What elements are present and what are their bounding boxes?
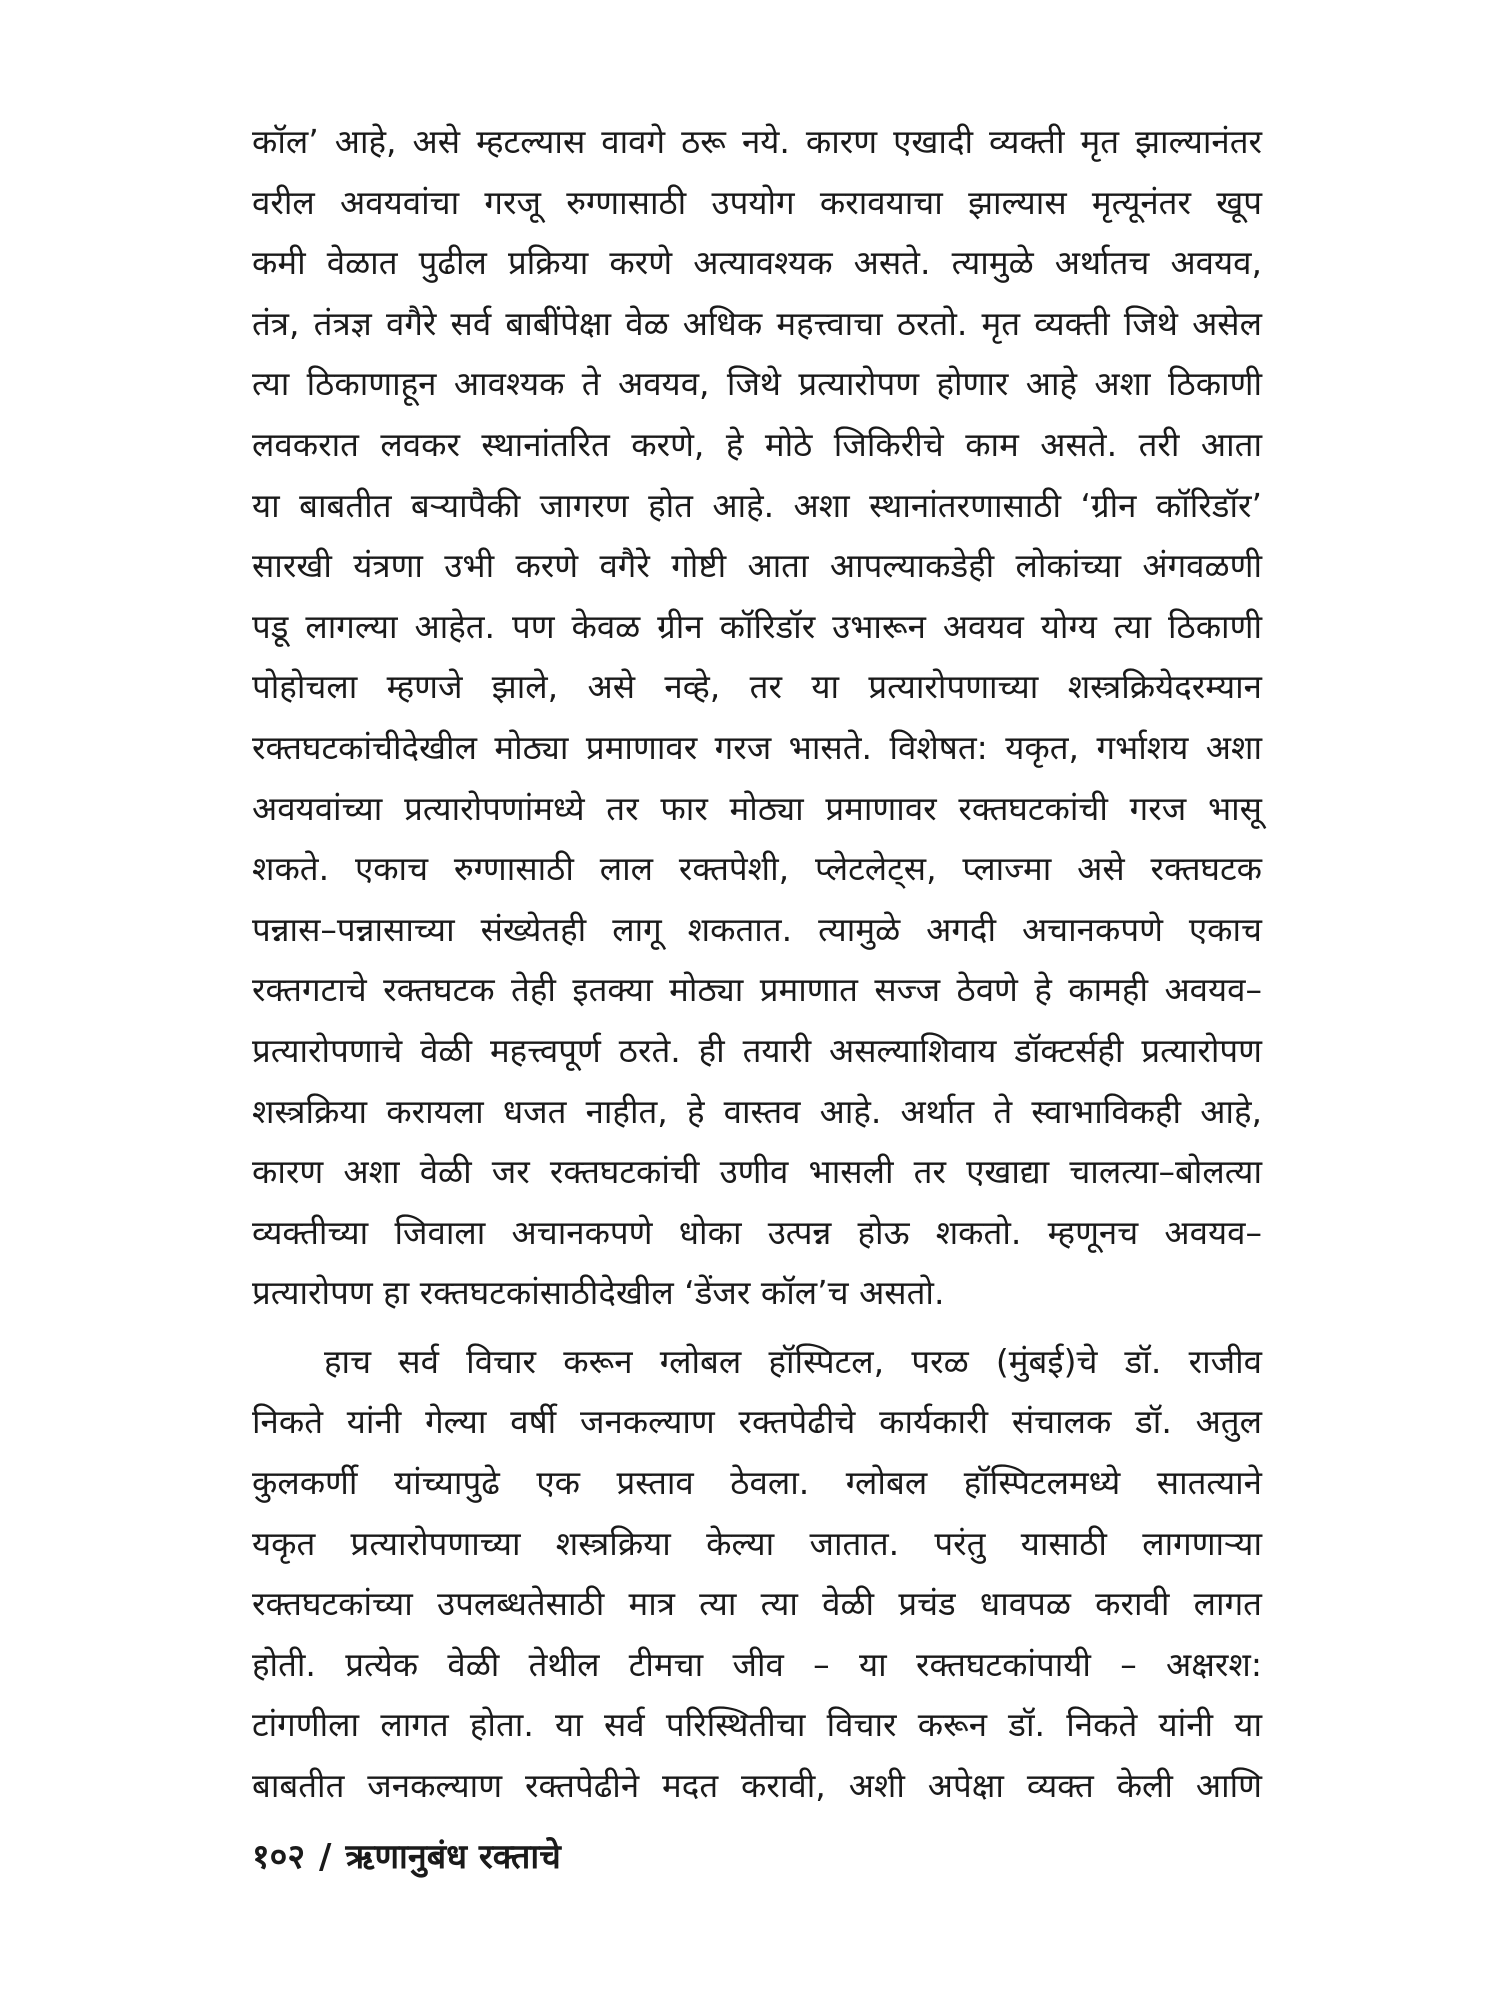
text-line: रक्तघटकांचीदेखील मोठ्या प्रमाणावर गरज भासते. विशेषत: यकृत, गर्भाशय अशा <box>252 727 1262 767</box>
text-line: होती. प्रत्येक वेळी तेथील टीमचा जीव – या रक्तघटकांपायी – अक्षरश: <box>252 1644 1262 1684</box>
footer-separator: / <box>319 1837 332 1877</box>
text-line: रक्तघटकांच्या उपलब्धतेसाठी मात्र त्या त्या वेळी प्रचंड धावपळ करावी लागत <box>252 1584 1262 1624</box>
text-line: सारखी यंत्रणा उभी करणे वगैरे गोष्टी आता आपल्याकडेही लोकांच्या अंगवळणी <box>252 546 1262 586</box>
text-line: तंत्र, तंत्रज्ञ वगैरे सर्व बाबींपेक्षा वेळ अधिक महत्त्वाचा ठरतो. मृत व्यक्ती जिथे असेल <box>252 303 1262 343</box>
text-line: त्या ठिकाणाहून आवश्यक ते अवयव, जिथे प्रत्यारोपण होणार आहे अशा ठिकाणी <box>252 364 1262 404</box>
page-footer <box>252 1832 575 1878</box>
text-line: टांगणीला लागत होता. या सर्व परिस्थितीचा विचार करून डॉ. निकते यांनी या <box>252 1705 1262 1745</box>
text-line: हाच सर्व विचार करून ग्लोबल हॉस्पिटल, परळ (मुंबई)चे डॉ. राजीव <box>324 1341 1262 1381</box>
text-line: यकृत प्रत्यारोपणाच्या शस्त्रक्रिया केल्या जातात. परंतु यासाठी लागणाऱ्या <box>252 1523 1262 1563</box>
text-line: वरील अवयवांचा गरजू रुग्णासाठी उपयोग करावयाचा झाल्यास मृत्यूनंतर खूप <box>252 182 1262 222</box>
body-text <box>252 112 1262 1817</box>
paragraph-1 <box>252 112 1262 1324</box>
text-line: पडू लागल्या आहेत. पण केवळ ग्रीन कॉरिडॉर उभारून अवयव योग्य त्या ठिकाणी <box>252 606 1262 646</box>
text-line: लवकरात लवकर स्थानांतरित करणे, हे मोठे जिकिरीचे काम असते. तरी आता <box>252 424 1262 464</box>
text-line: अवयवांच्या प्रत्यारोपणांमध्ये तर फार मोठ्या प्रमाणावर रक्तघटकांची गरज भासू <box>252 788 1262 828</box>
text-line: कुलकर्णी यांच्यापुढे एक प्रस्ताव ठेवला. ग्लोबल हॉस्पिटलमध्ये सातत्याने <box>252 1463 1262 1503</box>
text-line: पन्नास–पन्नासाच्या संख्येतही लागू शकतात. त्यामुळे अगदी अचानकपणे एकाच <box>252 909 1262 949</box>
text-line: शस्त्रक्रिया करायला धजत नाहीत, हे वास्तव आहे. अर्थात ते स्वाभाविकही आहे, <box>252 1091 1262 1131</box>
text-line: बाबतीत जनकल्याण रक्तपेढीने मदत करावी, अशी अपेक्षा व्यक्त केली आणि <box>252 1766 1262 1806</box>
paragraph-gap <box>252 1324 1262 1332</box>
text-line: शकते. एकाच रुग्णासाठी लाल रक्तपेशी, प्लेटलेट्स, प्लाज्मा असे रक्तघटक <box>252 849 1262 889</box>
paragraph-2 <box>252 1332 1262 1817</box>
text-line: कॉल’ आहे, असे म्हटल्यास वावगे ठरू नये. कारण एखादी व्यक्ती मृत झाल्यानंतर <box>252 122 1262 161</box>
book-title: ऋणानुबंध रक्ताचे <box>345 1837 561 1877</box>
page-number: १०२ <box>252 1837 306 1877</box>
text-line: निकते यांनी गेल्या वर्षी जनकल्याण रक्तपेढीचे कार्यकारी संचालक डॉ. अतुल <box>252 1402 1262 1442</box>
text-line: प्रत्यारोपण हा रक्तघटकांसाठीदेखील ‘डेंजर कॉल’च असतो. <box>252 1273 945 1313</box>
text-line: कमी वेळात पुढील प्रक्रिया करणे अत्यावश्यक असते. त्यामुळे अर्थातच अवयव, <box>252 243 1262 283</box>
text-line: व्यक्तीच्या जिवाला अचानकपणे धोका उत्पन्न होऊ शकतो. म्हणूनच अवयव– <box>252 1212 1262 1252</box>
text-line: कारण अशा वेळी जर रक्तघटकांची उणीव भासली तर एखाद्या चालत्या–बोलत्या <box>252 1152 1262 1192</box>
text-line: पोहोचला म्हणजे झाले, असे नव्हे, तर या प्रत्यारोपणाच्या शस्त्रक्रियेदरम्यान <box>252 667 1262 707</box>
text-line: प्रत्यारोपणाचे वेळी महत्त्वपूर्ण ठरते. ही तयारी असल्याशिवाय डॉक्टर्सही प्रत्यारोपण <box>252 1030 1262 1070</box>
text-line: या बाबतीत बऱ्यापैकी जागरण होत आहे. अशा स्थानांतरणासाठी ‘ग्रीन कॉरिडॉर’ <box>252 485 1262 525</box>
text-line: रक्तगटाचे रक्तघटक तेही इतक्या मोठ्या प्रमाणात सज्ज ठेवणे हे कामही अवयव– <box>252 970 1262 1010</box>
